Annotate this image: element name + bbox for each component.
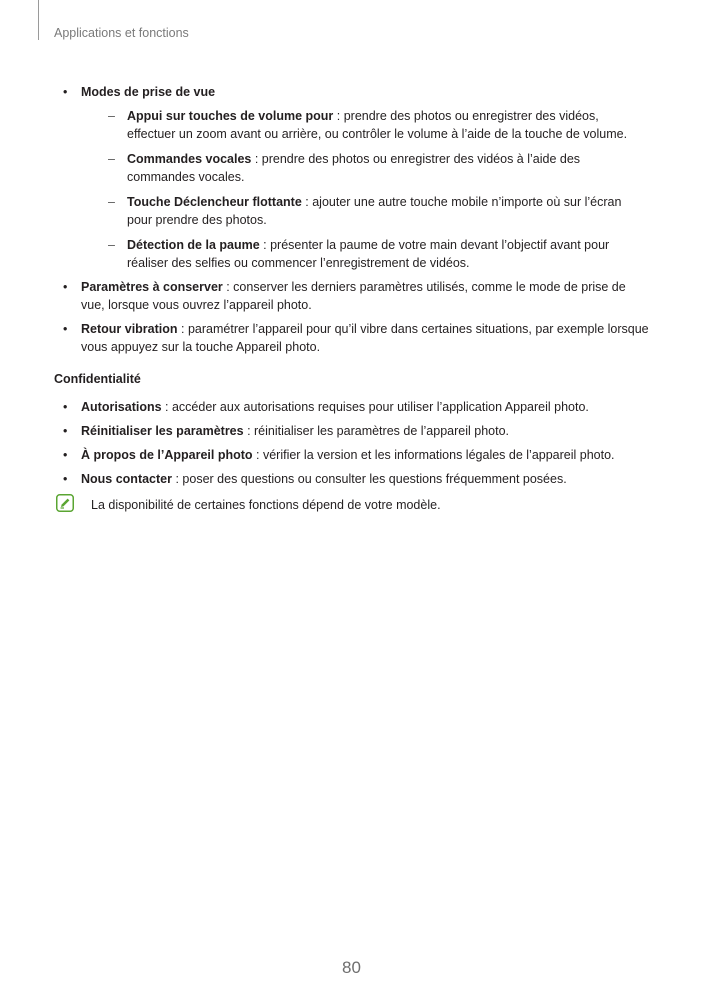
sub-item-voice-commands — [81, 150, 649, 186]
sub-item-floating-shutter — [81, 193, 649, 229]
sub-text: : prendre des photos ou enregistrer des vidéos à l’aide des commandes vocales. — [127, 152, 581, 184]
note — [54, 496, 649, 516]
page-number: 80 — [342, 958, 361, 977]
bullet-vibration — [54, 320, 649, 356]
note-pencil-icon — [56, 494, 74, 512]
bullet-term: Nous contacter — [81, 472, 172, 486]
bullet-term: À propos de l’Appareil photo — [81, 448, 253, 462]
sub-term: Touche Déclencheur flottante — [127, 195, 302, 209]
bullet-text: : poser des questions ou consulter les questions fréquemment posées. — [172, 472, 567, 486]
note-text: La disponibilité de certaines fonctions dépend de votre modèle. — [91, 498, 441, 512]
sub-text: : ajouter une autre touche mobile n’importe où sur l’écran pour prendre des photos. — [127, 195, 622, 227]
bullet-term: Paramètres à conserver — [81, 280, 223, 294]
sub-item-volume-keys — [81, 107, 649, 143]
sub-text: : prendre des photos ou enregistrer des vidéos, effectuer un zoom avant ou arrière, ou contrôler le volume à l’aide de la touche de volume. — [127, 109, 628, 141]
bullet-contact-us — [54, 470, 649, 488]
sub-item-palm-detection — [81, 236, 649, 272]
sub-term: Commandes vocales — [127, 152, 252, 166]
bullet-shooting-modes — [54, 83, 649, 272]
sub-term: Appui sur touches de volume pour — [127, 109, 334, 123]
section-heading-privacy: Confidentialité — [54, 372, 141, 386]
bullet-reset-settings — [54, 422, 649, 440]
bullet-text: : conserver les derniers paramètres utilisés, comme le mode de prise de vue, lorsque vous ouvrez l’appareil photo. — [81, 280, 626, 312]
bullet-text: : réinitialiser les paramètres de l’appareil photo. — [243, 424, 510, 438]
bullet-term: Autorisations — [81, 400, 162, 414]
bullet-permissions — [54, 398, 649, 416]
bullet-text: : accéder aux autorisations requises pour utiliser l’application Appareil photo. — [161, 400, 589, 414]
bullet-keep-settings — [54, 278, 649, 314]
bullet-text: : paramétrer l’appareil pour qu’il vibre dans certaines situations, par exemple lorsque vous appuyez sur la touche Appareil photo. — [81, 322, 649, 354]
bullet-text: : vérifier la version et les informations légales de l’appareil photo. — [252, 448, 615, 462]
bullet-term: Réinitialiser les paramètres — [81, 424, 244, 438]
header-rule — [38, 0, 39, 40]
page-content — [54, 83, 649, 516]
sub-term: Détection de la paume — [127, 238, 260, 252]
sub-text: : présenter la paume de votre main devant l’objectif avant pour réaliser des selfies ou commencer l’enregistrement de vidéos. — [127, 238, 610, 270]
header-title: Applications et fonctions — [54, 26, 189, 40]
bullet-term: Retour vibration — [81, 322, 178, 336]
bullet-about-camera — [54, 446, 649, 464]
bullet-term: Modes de prise de vue — [81, 85, 216, 99]
sub-list — [81, 107, 649, 272]
